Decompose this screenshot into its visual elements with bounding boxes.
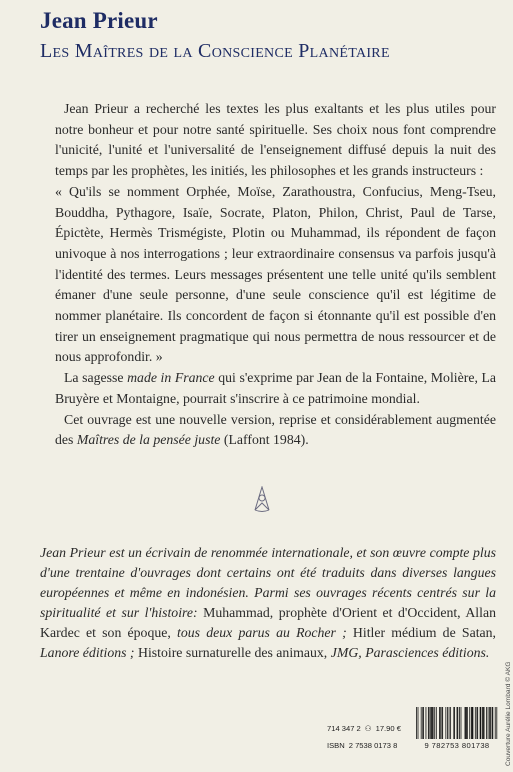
barcode-bar xyxy=(472,707,473,739)
barcode-bar xyxy=(432,707,433,739)
barcode-bar xyxy=(416,707,417,739)
barcode-bar xyxy=(418,707,419,739)
barcode-bar xyxy=(490,707,491,739)
publisher-emblem-icon xyxy=(252,486,272,514)
barcode-bar xyxy=(461,707,462,739)
quote-paragraph: « Qu'ils se nomment Orphée, Moïse, Zarathoustra, Confucius, Meng-Tseu, Bouddha, Pythagore, Isaïe, Socrate, Platon, Philon, Christ, Paul de Tarse, Épictète, Hermès Trismégiste, Plotin ou Muhammad, ils répondent de façon univoque à nos interrogations ; leur extraordinaire consensus va parfois jusqu'à l'identité des termes. Leurs messages présentent une telle unité qu'ils semblent émaner d'une seule personne, d'une seule conscience qu'il est légitime de nommer planétaire. Ils concordent de façon si étonnante qu'il est possible d'en tirer un enseignement pragmatique qui nous permettra de nous ressourcer et de nous approfondir. » xyxy=(55,183,496,365)
barcode-bar xyxy=(429,707,430,739)
cover-credit: Couverture Aurélie Lombard © AKG xyxy=(505,661,512,766)
price: 17.90 € xyxy=(375,724,401,733)
barcode-bar xyxy=(426,707,427,739)
bio-publisher-3: JMG, Parasciences éditions. xyxy=(327,645,490,661)
barcode-bar xyxy=(441,707,442,739)
edition-text-2: (Laffont 1984). xyxy=(220,432,309,448)
wisdom-text-2: qui s'exprime par Jean de la Fontaine, Molière, La Bruyère et Montaigne, pourrait s'inscrire à ce patrimoine mondial. xyxy=(55,370,497,406)
product-codes xyxy=(327,724,401,758)
barcode-bar xyxy=(434,707,435,739)
barcode-bar xyxy=(466,707,467,739)
barcode-bar xyxy=(467,707,468,739)
barcode-bar xyxy=(457,707,458,739)
wisdom-italic: made in France xyxy=(127,370,215,386)
edition-text-1: Cet ouvrage est une nouvelle version, reprise et considérablement augmentée des xyxy=(55,411,496,448)
barcode-bar xyxy=(484,707,485,739)
wisdom-paragraph xyxy=(55,368,496,409)
book-title: Les Maîtres de la Conscience Planétaire xyxy=(40,40,390,62)
barcode-bar xyxy=(477,707,478,739)
barcode-bar xyxy=(483,707,484,739)
author-name: Jean Prieur xyxy=(40,8,158,33)
barcode xyxy=(416,707,498,739)
bio-book-2: Hitler médium de Satan, xyxy=(352,625,496,641)
barcode-bar xyxy=(449,707,450,739)
intro-paragraph: Jean Prieur a recherché les textes les plus exaltants et les plus utiles pour notre bonheur et pour notre santé spirituelle. Ses choix nous font comprendre l'unicité, l'unité et l'universalité de l'enseignement diffusé depuis la nuit des temps par les prophètes, les initiés, les philosophes et les grands instructeurs : xyxy=(55,101,496,179)
edition-italic: Maîtres de la pensée juste xyxy=(76,432,221,448)
barcode-bar xyxy=(480,707,481,739)
description xyxy=(55,99,496,451)
barcode-bar xyxy=(439,707,440,739)
barcode-bar xyxy=(454,707,455,739)
barcode-bar xyxy=(433,707,434,739)
barcode-bar xyxy=(473,707,474,739)
barcode-bar xyxy=(496,707,497,739)
barcode-bar xyxy=(465,707,466,739)
barcode-bar xyxy=(471,707,472,739)
barcode-bar xyxy=(492,707,493,739)
isbn-number: 2 7538 0173 8 xyxy=(348,741,398,750)
wisdom-text-1: La sagesse xyxy=(64,370,128,386)
barcode-bar xyxy=(431,707,432,739)
barcode-bar xyxy=(422,707,423,739)
edition-paragraph xyxy=(55,410,496,451)
barcode-bar xyxy=(492,707,493,739)
barcode-bar xyxy=(480,707,481,739)
barcode-bar xyxy=(477,707,478,739)
barcode-bar xyxy=(436,707,437,739)
barcode-bar xyxy=(457,707,458,739)
author-bio xyxy=(40,543,496,664)
barcode-bar xyxy=(428,707,429,739)
barcode-bar xyxy=(465,707,466,739)
barcode-bar xyxy=(475,707,476,739)
barcode-bar xyxy=(447,707,448,739)
barcode-bar xyxy=(453,707,454,739)
barcode-number: 9 782753 801738 xyxy=(424,741,490,750)
barcode-bar xyxy=(423,707,424,739)
barcode-bar xyxy=(421,707,422,739)
bio-book-1: Muhammad, prophète d'Orient et d'Occident, Allan Kardec et son époque, xyxy=(40,605,496,641)
isbn-label: ISBN xyxy=(327,741,345,750)
barcode-bar xyxy=(495,707,496,739)
barcode-bar xyxy=(445,707,446,739)
barcode-bar xyxy=(430,707,431,739)
barcode-bar xyxy=(488,707,489,739)
reference-code: 714 347 2 xyxy=(327,724,361,733)
bio-publisher-2: Lanore éditions ; xyxy=(40,645,138,661)
barcode-bar xyxy=(459,707,460,739)
barcode-bar xyxy=(486,707,487,739)
barcode-bar xyxy=(442,707,443,739)
barcode-bar xyxy=(440,707,441,739)
reference-line xyxy=(327,724,401,733)
bio-intro: Jean Prieur est un écrivain de renommée internationale, et son œuvre compte plus d'une trentaine d'ouvrages dont certains ont été traduits dans diverses langues européennes et même en indonésien. Parmi ses ouvrages récents centrés sur la spiritualité et sur l'histoire: xyxy=(40,545,496,621)
barcode-bar xyxy=(469,707,470,739)
reference-symbol: ⚇ xyxy=(364,724,372,733)
barcode-bar xyxy=(450,707,451,739)
barcode-bar xyxy=(482,707,483,739)
bio-publisher-1: tous deux parus au Rocher ; xyxy=(170,625,353,641)
barcode-bar xyxy=(489,707,490,739)
bio-book-3: Histoire surnaturelle des animaux, xyxy=(137,645,328,661)
isbn-line xyxy=(327,741,401,750)
